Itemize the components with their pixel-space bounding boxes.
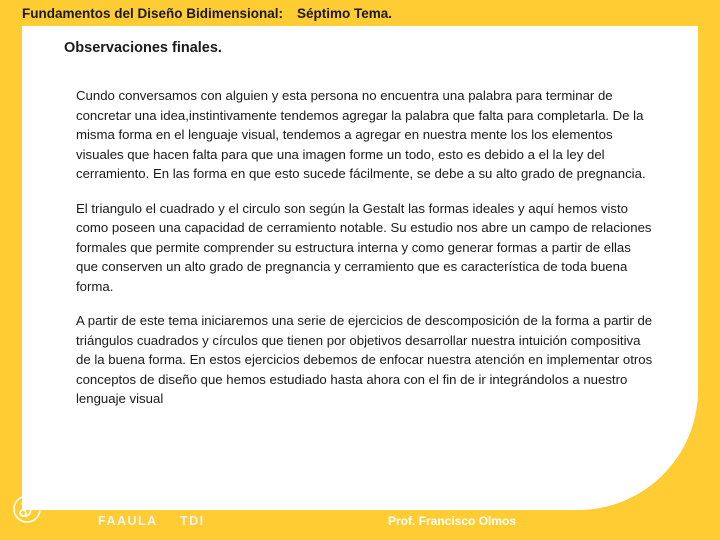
paragraph: Cundo conversamos con alguien y esta persona no encuentra una palabra para terminar de concretar una idea,instintivamente tendemos agregar la palabra que falta para completarla. De la misma forma en el lenguaje visual, tendemos a agregar en nuestra mente los los elementos visuales que hacen falta para que una imagen forme un todo, esto es debido a el la ley del cerramiento. En las forma en que esto sucede fácilmente, se debe a su alto grado de pregnancia. <box>76 88 646 181</box>
slide-footer <box>0 506 720 540</box>
content-panel <box>22 26 698 510</box>
footer-author: Prof. Francisco Olmos <box>388 514 517 528</box>
header-title: Fundamentos del Diseño Bidimensional: <box>22 5 284 21</box>
faaula-logo-icon <box>12 494 42 524</box>
slide-header <box>0 0 720 26</box>
paragraph: A partir de este tema iniciaremos una serie de ejercicios de descomposición de la forma a partir de triángulos cuadrados y círculos que tienen por objetivos desarrollar nuestra intuición compositiva de la buena forma. En estos ejercicios debemos de enfocar nuestra atención en implementar otros conceptos de diseño que hemos estudiado hasta ahora con el fin de ir integrándolos a nuestro lenguaje visual <box>76 313 653 406</box>
footer-course: TDI <box>180 514 205 528</box>
body-text <box>76 86 654 424</box>
header-subtitle: Séptimo Tema. <box>297 5 393 21</box>
footer-org: FAAULA <box>98 514 158 528</box>
page-title: Observaciones finales. <box>64 40 222 56</box>
paragraph: El triangulo el cuadrado y el circulo son según la Gestalt las formas ideales y aquí hemos visto como poseen una capacidad de cerramiento notable. Su estudio nos abre un campo de relaciones formales que permite comprender su estructura interna y como generar formas a partir de ellas que conserven un alto grado de pregnancia y cerramiento que es característica de toda buena forma. <box>76 200 652 294</box>
